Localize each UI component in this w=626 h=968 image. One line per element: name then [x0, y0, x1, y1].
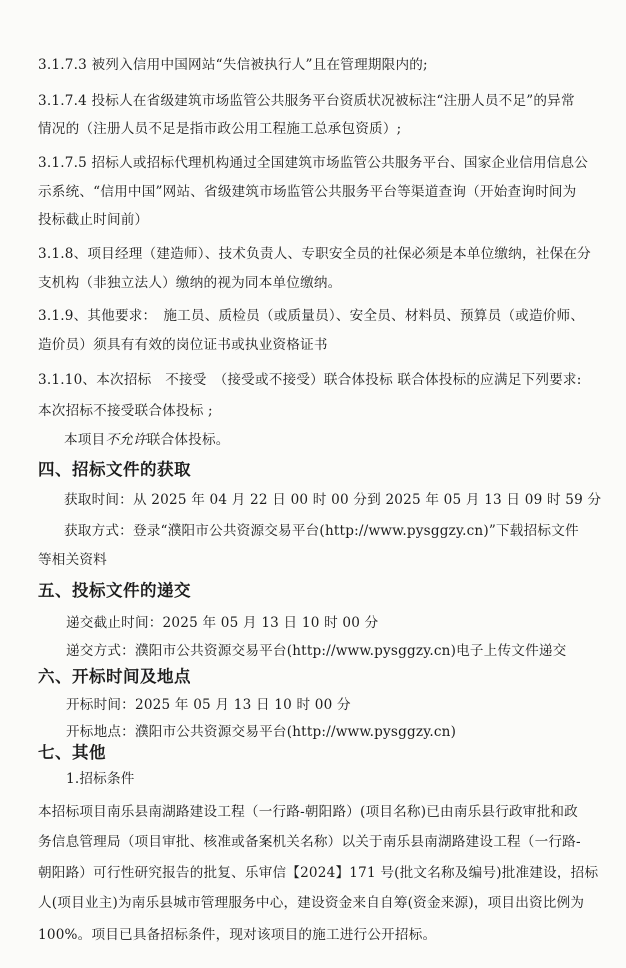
tender-conditions-line3: 朝阳路）可行性研究报告的批复、乐审信【2024】171 号(批文名称及编号)批准建设，招标 [38, 865, 599, 881]
clause-3-1-7-4-line2: 情况的（注册人员不足是指市政公用工程施工总承包资质）; [38, 121, 402, 137]
submit-deadline: 递交截止时间：2025 年 05 月 13 日 10 时 00 分 [66, 615, 379, 631]
clause-3-1-10-line2: 本次招标不接受联合体投标 ; [38, 403, 213, 419]
joint-bid-handwritten: 不允许 [105, 432, 147, 448]
section-7-heading: 七、其他 [38, 743, 106, 762]
section-6-heading: 六、开标时间及地点 [38, 667, 191, 686]
opening-time: 开标时间：2025 年 05 月 13 日 10 时 00 分 [66, 697, 351, 713]
clause-3-1-7-5-line1: 3.1.7.5 招标人或招标代理机构通过全国建筑市场监管公共服务平台、国家企业信用信息公 [38, 155, 589, 171]
clause-3-1-7-3: 3.1.7.3 被列入信用中国网站“失信被执行人”且在管理期限内的; [38, 57, 428, 73]
section-5-heading: 五、投标文件的递交 [38, 581, 191, 600]
section-4-heading: 四、招标文件的获取 [38, 460, 191, 479]
clause-3-1-7-5-line2: 示系统、“信用中国”网站、省级建筑市场监管公共服务平台等渠道查询（开始查询时间为 [38, 184, 577, 200]
joint-bid-statement [64, 431, 230, 449]
acquire-time: 获取时间：从 2025 年 04 月 22 日 00 时 00 分到 2025 年 05 月 13 日 09 时 59 分 [64, 492, 602, 508]
acquire-method: 获取方式：登录“濮阳市公共资源交易平台(http://www.pysggzy.cn)”下载招标文件 [64, 523, 579, 539]
tender-conditions-line2: 务信息管理局（项目审批、核准或备案机关名称）以关于南乐县南湖路建设工程（一行路- [38, 834, 581, 850]
tender-conditions-line1: 本招标项目南乐县南湖路建设工程（一行路-朝阳路）(项目名称)已由南乐县行政审批和政 [38, 804, 578, 820]
clause-3-1-9-line1: 3.1.9、其他要求： 施工员、质检员（或质量员）、安全员、材料员、预算员（或造价师、 [38, 308, 585, 324]
clause-3-1-9-line2: 造价员）须具有有效的岗位证书或执业资格证书 [38, 337, 328, 353]
tender-conditions-title: 1.招标条件 [66, 771, 135, 787]
joint-bid-suffix: 联合体投标。 [146, 432, 230, 448]
clause-3-1-8-line1: 3.1.8、项目经理（建造师）、技术负责人、专职安全员的社保必须是本单位缴纳，社保在分 [38, 246, 591, 262]
clause-3-1-10-line1: 3.1.10、本次招标 不接受 （接受或不接受）联合体投标 联合体投标的应满足下列要求: [38, 372, 582, 388]
acquire-method-cont: 等相关资料 [38, 552, 107, 568]
opening-location: 开标地点：濮阳市公共资源交易平台(http://www.pysggzy.cn) [66, 724, 457, 740]
tender-conditions-line5: 100%。项目已具备招标条件，现对该项目的施工进行公开招标。 [38, 927, 437, 943]
submit-method: 递交方式：濮阳市公共资源交易平台(http://www.pysggzy.cn)电子上传文件递交 [66, 643, 567, 659]
tender-conditions-line4: 人(项目业主)为南乐县城市管理服务中心，建设资金来自自筹(资金来源)，项目出资比例为 [38, 895, 585, 911]
joint-bid-prefix: 本项目 [64, 432, 106, 448]
clause-3-1-7-5-line3: 投标截止时间前） [38, 212, 149, 228]
clause-3-1-7-4-line1: 3.1.7.4 投标人在省级建筑市场监管公共服务平台资质状况被标注“注册人员不足”的异常 [38, 93, 575, 109]
clause-3-1-8-line2: 支机构（非独立法人）缴纳的视为同本单位缴纳。 [38, 275, 342, 291]
